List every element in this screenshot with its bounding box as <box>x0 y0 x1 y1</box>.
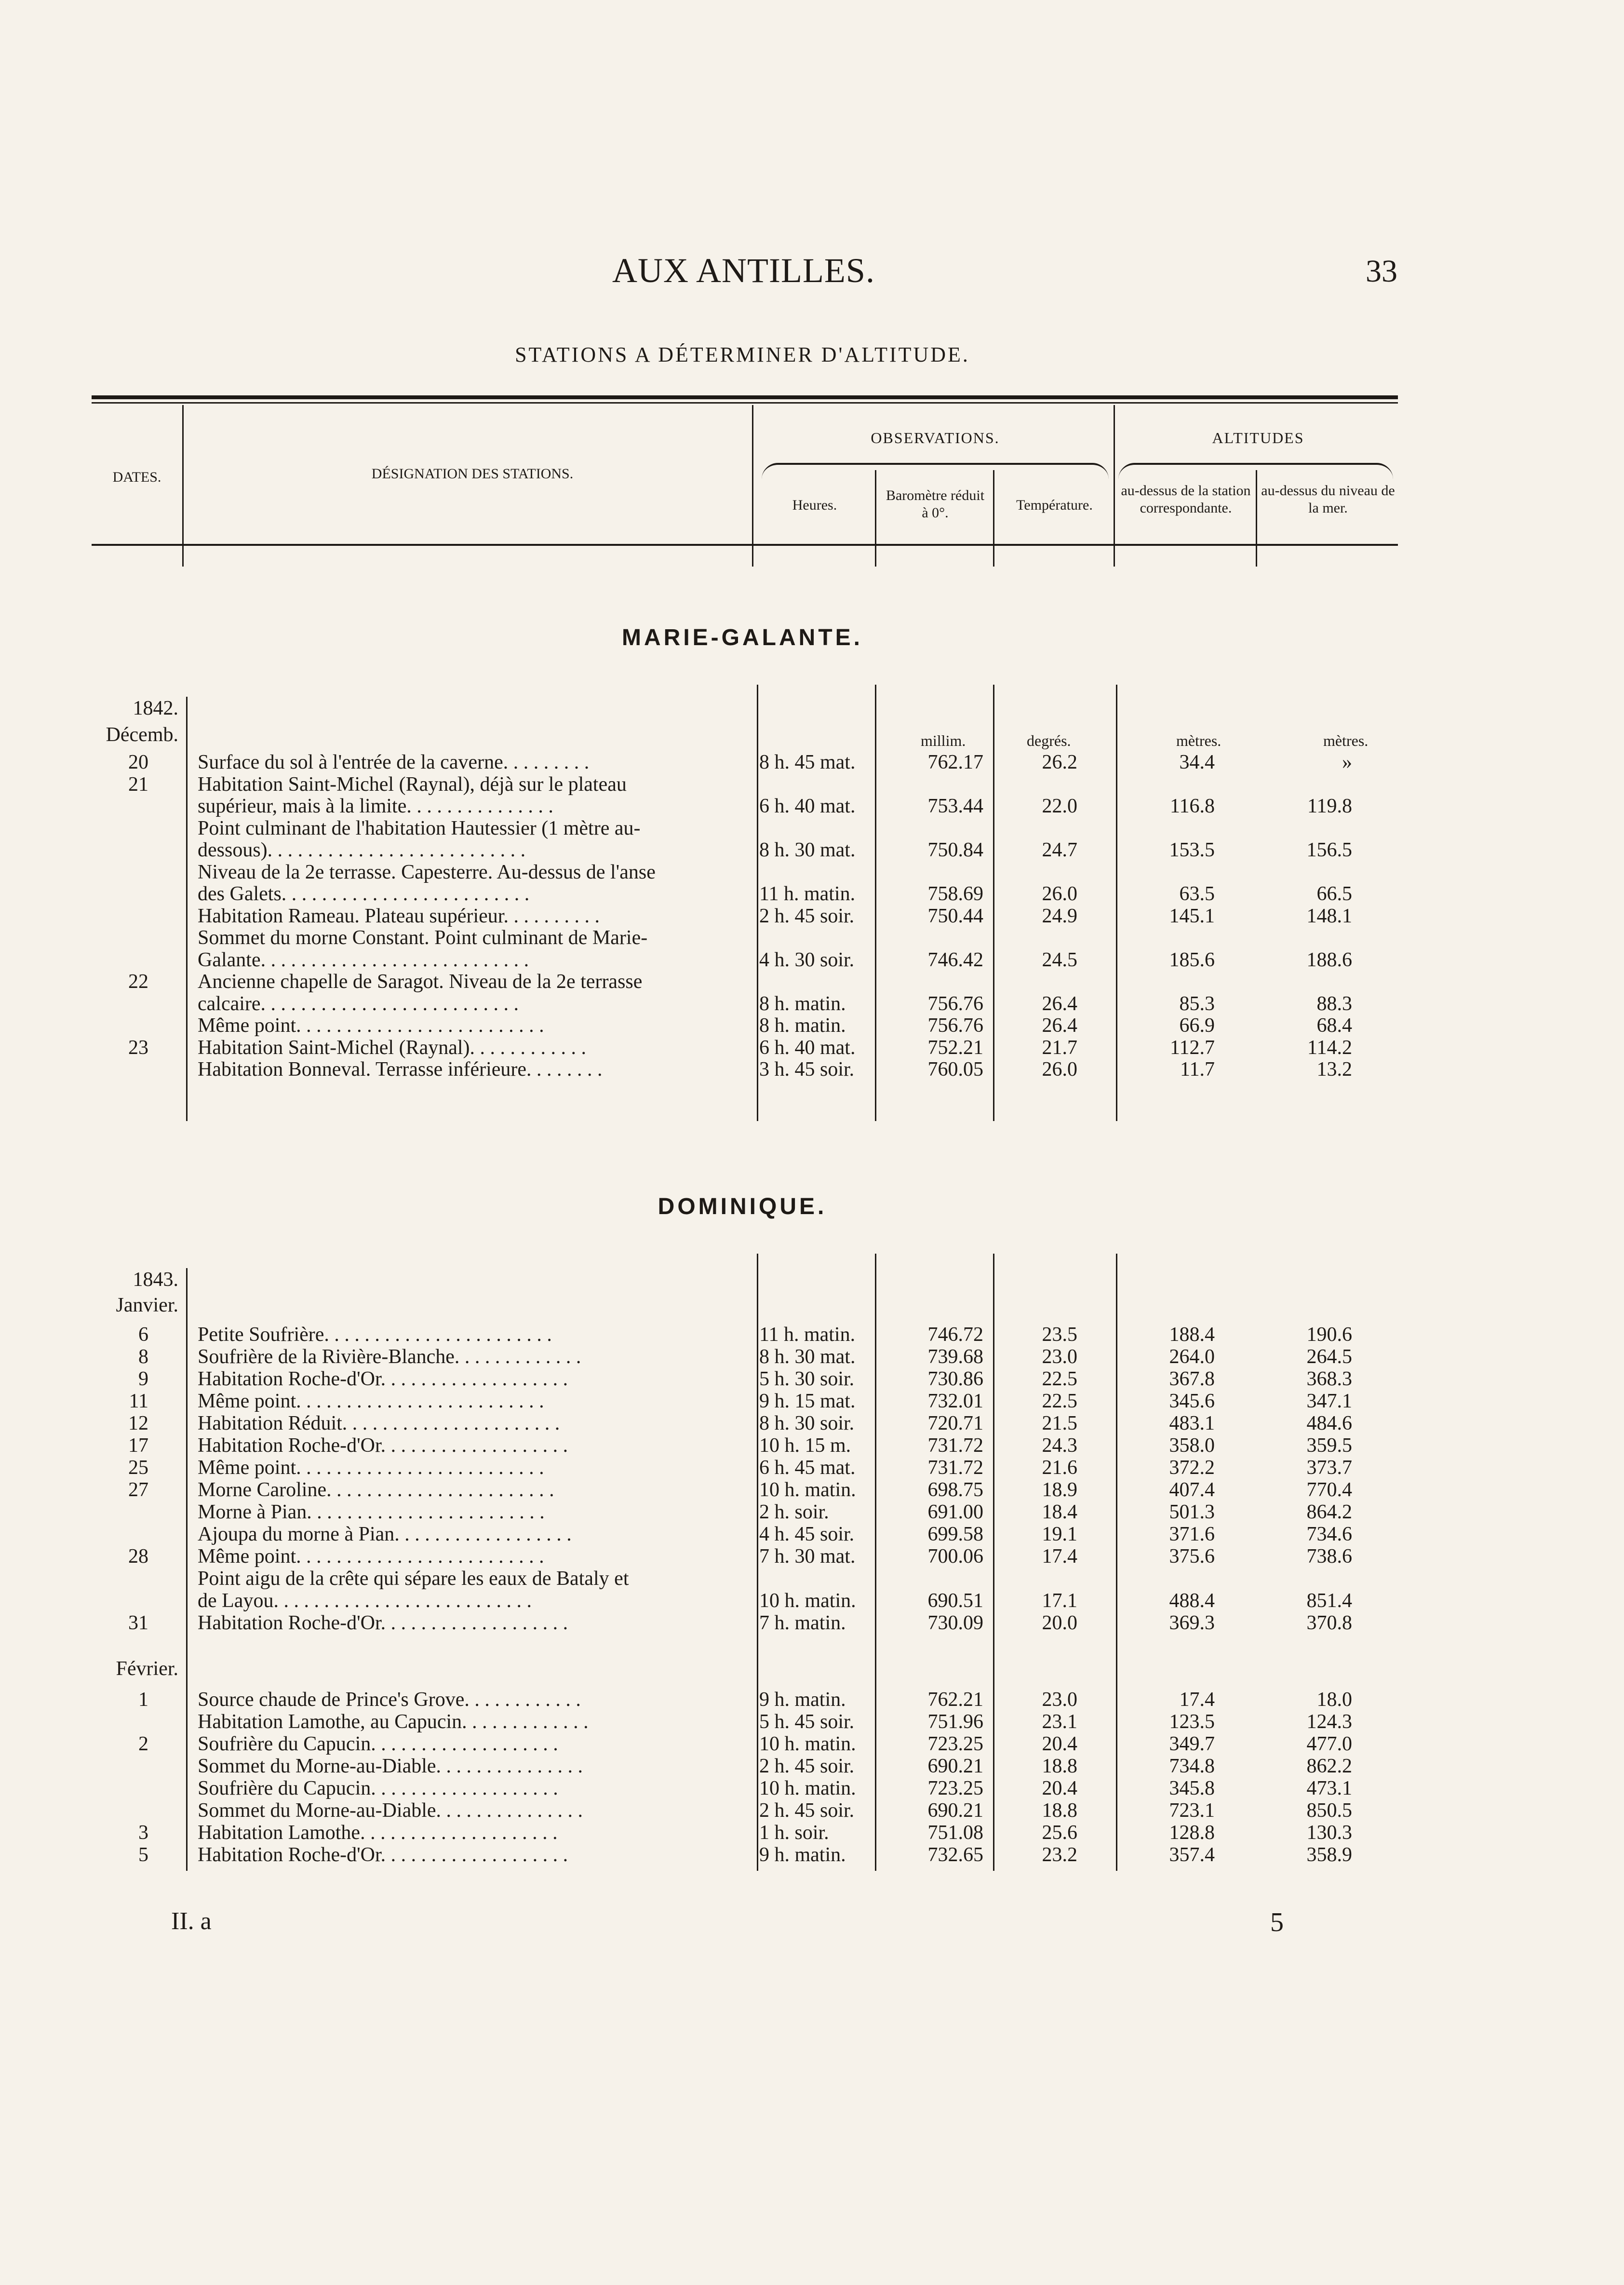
row-alt-station: 723.1 <box>1169 1799 1215 1822</box>
row-alt-mer: 114.2 <box>1307 1036 1352 1059</box>
row-alt-mer: 190.6 <box>1306 1324 1352 1346</box>
col-header-alt-station: au-dessus de la station correspondante. <box>1121 483 1251 516</box>
row-station: Surface du sol à l'entrée de la caverne. . . . . . . . . <box>198 751 590 773</box>
row-station: Habitation Roche-d'Or. . . . . . . . . . . . . . . . . . . <box>198 1844 568 1866</box>
col-sep-4 <box>993 470 994 567</box>
row-station: Sommet du Morne-au-Diable. . . . . . . . . . . . . . . <box>198 1799 583 1822</box>
row-alt-mer: 264.5 <box>1306 1346 1352 1368</box>
row-barometre: 750.44 <box>927 905 983 927</box>
row-alt-mer: 130.3 <box>1306 1822 1352 1844</box>
row-heure: 10 h. matin. <box>759 1479 856 1501</box>
row-alt-station: 66.9 <box>1179 1014 1215 1037</box>
row-station: Petite Soufrière. . . . . . . . . . . . . . . . . . . . . . . <box>198 1324 552 1346</box>
row-date: 8 <box>138 1346 148 1368</box>
row-temperature: 23.0 <box>1042 1346 1077 1368</box>
row-heure: 9 h. matin. <box>759 1689 846 1711</box>
col-header-heures: Heures. <box>792 497 837 513</box>
row-station: Habitation Saint-Michel (Raynal). . . . . . . . . . . . <box>198 1036 587 1059</box>
row-barometre: 690.51 <box>927 1590 983 1612</box>
row-barometre: 731.72 <box>927 1457 983 1479</box>
row-alt-mer: 368.3 <box>1306 1368 1352 1390</box>
row-station: Habitation Rameau. Plateau supérieur. . . . . . . . . . <box>198 905 600 927</box>
row-alt-station: 371.6 <box>1169 1523 1215 1545</box>
row-station: Morne Caroline. . . . . . . . . . . . . . . . . . . . . . . <box>198 1479 554 1501</box>
row-heure: 8 h. matin. <box>759 992 846 1015</box>
row-heure: 1 h. soir. <box>759 1822 829 1844</box>
row-station: Sommet du Morne-au-Diable. . . . . . . . . . . . . . . <box>198 1755 583 1777</box>
table-row <box>0 1479 1624 1501</box>
running-title: AUX ANTILLES. <box>612 251 875 290</box>
row-barometre: 723.25 <box>927 1777 983 1799</box>
row-date: 20 <box>128 751 148 773</box>
row-temperature: 20.4 <box>1042 1777 1077 1799</box>
unit-millim: millim. <box>921 732 966 749</box>
table-row <box>0 1733 1624 1755</box>
table-row <box>0 1014 1624 1037</box>
table-row <box>0 949 1624 971</box>
row-alt-mer: 373.7 <box>1306 1457 1352 1479</box>
row-alt-station: 345.6 <box>1169 1390 1215 1412</box>
table-row <box>0 751 1624 773</box>
row-alt-station: 116.8 <box>1170 795 1215 817</box>
row-alt-mer: 148.1 <box>1306 905 1352 927</box>
table-row <box>0 839 1624 861</box>
row-temperature: 26.0 <box>1042 1058 1077 1081</box>
row-temperature: 18.4 <box>1042 1501 1077 1523</box>
row-alt-station: 145.1 <box>1169 905 1215 927</box>
row-alt-mer: 347.1 <box>1306 1390 1352 1412</box>
col-sep-1 <box>182 405 184 567</box>
row-alt-station: 63.5 <box>1179 883 1215 905</box>
row-alt-mer: » <box>1342 751 1352 773</box>
row-date: 23 <box>128 1036 148 1059</box>
row-barometre: 732.01 <box>927 1390 983 1412</box>
table-row <box>0 773 1624 796</box>
row-station: des Galets. . . . . . . . . . . . . . . . . . . . . . . . . <box>198 883 530 905</box>
row-heure: 4 h. 30 soir. <box>759 948 855 971</box>
section-title-dominique: DOMINIQUE. <box>658 1194 827 1219</box>
row-barometre: 750.84 <box>927 839 983 861</box>
row-station: Soufrière du Capucin. . . . . . . . . . . . . . . . . . . <box>198 1777 558 1799</box>
row-alt-mer: 477.0 <box>1306 1733 1352 1755</box>
row-date: 3 <box>138 1822 148 1844</box>
observations-brace <box>762 463 1109 479</box>
row-temperature: 18.9 <box>1042 1479 1077 1501</box>
row-alt-mer: 862.2 <box>1306 1755 1352 1777</box>
row-temperature: 18.8 <box>1042 1755 1077 1777</box>
row-temperature: 26.2 <box>1042 751 1077 773</box>
row-barometre: 756.76 <box>927 1014 983 1037</box>
table-row <box>0 1568 1624 1590</box>
row-barometre: 746.42 <box>927 948 983 971</box>
sheet-number: 5 <box>1270 1907 1284 1937</box>
altitudes-brace <box>1118 463 1393 479</box>
row-heure: 11 h. matin. <box>759 883 856 905</box>
table-row <box>0 1799 1624 1822</box>
row-heure: 7 h. 30 mat. <box>759 1545 856 1568</box>
row-temperature: 21.7 <box>1042 1036 1077 1059</box>
row-station: de Layou. . . . . . . . . . . . . . . . . . . . . . . . . . <box>198 1590 532 1612</box>
row-barometre: 752.21 <box>927 1036 983 1059</box>
row-alt-mer: 119.8 <box>1307 795 1352 817</box>
row-alt-mer: 359.5 <box>1306 1434 1352 1457</box>
row-alt-mer: 484.6 <box>1306 1412 1352 1434</box>
row-heure: 8 h. 45 mat. <box>759 751 856 773</box>
row-temperature: 23.2 <box>1042 1844 1077 1866</box>
table-row <box>0 1711 1624 1733</box>
table-subtitle: STATIONS A DÉTERMINER D'ALTITUDE. <box>515 343 970 366</box>
row-alt-station: 501.3 <box>1169 1501 1215 1523</box>
row-heure: 10 h. 15 m. <box>759 1434 851 1457</box>
row-alt-mer: 738.6 <box>1306 1545 1352 1568</box>
row-alt-mer: 473.1 <box>1306 1777 1352 1799</box>
row-alt-mer: 358.9 <box>1306 1844 1352 1866</box>
row-date: 17 <box>128 1434 148 1457</box>
row-station: Morne à Pian. . . . . . . . . . . . . . . . . . . . . . . . <box>198 1501 545 1523</box>
row-temperature: 17.1 <box>1042 1590 1077 1612</box>
row-date: 5 <box>138 1844 148 1866</box>
row-alt-station: 17.4 <box>1179 1689 1215 1711</box>
row-alt-station: 112.7 <box>1170 1036 1215 1059</box>
row-temperature: 22.5 <box>1042 1368 1077 1390</box>
unit-metres-2: mètres. <box>1323 732 1369 749</box>
header-top-rule-thin <box>92 402 1398 404</box>
row-temperature: 22.5 <box>1042 1390 1077 1412</box>
col-header-barometre: Baromètre réduit à 0°. <box>886 487 985 521</box>
row-temperature: 17.4 <box>1042 1545 1077 1568</box>
table-row <box>0 905 1624 927</box>
row-barometre: 753.44 <box>927 795 983 817</box>
row-station: Même point. . . . . . . . . . . . . . . . . . . . . . . . . <box>198 1545 544 1568</box>
row-temperature: 23.1 <box>1042 1711 1077 1733</box>
row-station: Même point. . . . . . . . . . . . . . . . . . . . . . . . . <box>198 1390 544 1412</box>
row-heure: 7 h. matin. <box>759 1612 846 1634</box>
row-station: Habitation Roche-d'Or. . . . . . . . . . . . . . . . . . . <box>198 1612 568 1634</box>
row-station: Ajoupa du morne à Pian. . . . . . . . . . . . . . . . . . <box>198 1523 572 1545</box>
row-station: Soufrière de la Rivière-Blanche. . . . . . . . . . . . . <box>198 1346 581 1368</box>
table-row <box>0 1523 1624 1545</box>
row-station: Même point. . . . . . . . . . . . . . . . . . . . . . . . . <box>198 1014 544 1037</box>
row-temperature: 21.5 <box>1042 1412 1077 1434</box>
row-heure: 3 h. 45 soir. <box>759 1058 855 1081</box>
col-header-alt-mer: au-dessus du niveau de la mer. <box>1261 483 1395 516</box>
header-bottom-rule <box>92 544 1398 546</box>
row-alt-mer: 88.3 <box>1316 992 1352 1015</box>
row-station: Habitation Roche-d'Or. . . . . . . . . . . . . . . . . . . <box>198 1434 568 1457</box>
table-row <box>0 1545 1624 1568</box>
row-heure: 9 h. matin. <box>759 1844 846 1866</box>
row-barometre: 720.71 <box>927 1412 983 1434</box>
col-sep-5 <box>1114 405 1115 567</box>
table-row <box>0 861 1624 883</box>
row-alt-mer: 770.4 <box>1306 1479 1352 1501</box>
page-number: 33 <box>1366 254 1397 289</box>
table-row <box>0 1037 1624 1059</box>
col-header-dates: DATES. <box>112 469 161 485</box>
row-alt-station: 128.8 <box>1169 1822 1215 1844</box>
row-alt-mer: 124.3 <box>1306 1711 1352 1733</box>
year-label: 1842. <box>133 697 178 719</box>
row-temperature: 24.5 <box>1042 948 1077 971</box>
year-label: 1843. <box>133 1269 178 1291</box>
row-station: dessous). . . . . . . . . . . . . . . . . . . . . . . . . . <box>198 839 526 861</box>
row-alt-mer: 66.5 <box>1316 883 1352 905</box>
row-temperature: 19.1 <box>1042 1523 1077 1545</box>
row-station: Habitation Saint-Michel (Raynal), déjà sur le plateau <box>198 773 627 796</box>
row-barometre: 751.08 <box>927 1822 983 1844</box>
row-temperature: 20.4 <box>1042 1733 1077 1755</box>
row-alt-station: 483.1 <box>1169 1412 1215 1434</box>
row-station: Même point. . . . . . . . . . . . . . . . . . . . . . . . . <box>198 1457 544 1479</box>
row-date: 22 <box>128 971 148 993</box>
table-row <box>0 1390 1624 1412</box>
row-temperature: 24.7 <box>1042 839 1077 861</box>
row-station: Habitation Réduit. . . . . . . . . . . . . . . . . . . . . . <box>198 1412 560 1434</box>
row-date: 28 <box>128 1545 148 1568</box>
month-label: Décemb. <box>106 724 178 746</box>
row-barometre: 739.68 <box>927 1346 983 1368</box>
row-alt-mer: 188.6 <box>1306 948 1352 971</box>
row-station: Sommet du morne Constant. Point culminant de Marie- <box>198 927 648 949</box>
row-barometre: 730.09 <box>927 1612 983 1634</box>
row-date: 12 <box>128 1412 148 1434</box>
row-heure: 8 h. matin. <box>759 1014 846 1037</box>
row-alt-mer: 864.2 <box>1306 1501 1352 1523</box>
row-date: 27 <box>128 1479 148 1501</box>
row-alt-mer: 734.6 <box>1306 1523 1352 1545</box>
row-alt-station: 357.4 <box>1169 1844 1215 1866</box>
row-alt-mer: 850.5 <box>1306 1799 1352 1822</box>
row-heure: 6 h. 40 mat. <box>759 1036 856 1059</box>
table-row <box>0 993 1624 1015</box>
row-heure: 5 h. 30 soir. <box>759 1368 855 1390</box>
row-heure: 6 h. 45 mat. <box>759 1457 856 1479</box>
row-heure: 2 h. 45 soir. <box>759 1799 855 1822</box>
table-row <box>0 1612 1624 1634</box>
row-temperature: 18.8 <box>1042 1799 1077 1822</box>
row-station: Habitation Bonneval. Terrasse inférieure. . . . . . . . <box>198 1058 603 1081</box>
row-barometre: 700.06 <box>927 1545 983 1568</box>
row-alt-station: 369.3 <box>1169 1612 1215 1634</box>
row-alt-station: 264.0 <box>1169 1346 1215 1368</box>
row-alt-mer: 851.4 <box>1306 1590 1352 1612</box>
row-heure: 6 h. 40 mat. <box>759 795 856 817</box>
row-alt-station: 345.8 <box>1169 1777 1215 1799</box>
row-temperature: 21.6 <box>1042 1457 1077 1479</box>
signature-mark: II. a <box>171 1907 212 1935</box>
row-temperature: 20.0 <box>1042 1612 1077 1634</box>
row-alt-station: 488.4 <box>1169 1590 1215 1612</box>
table-row <box>0 1501 1624 1523</box>
row-date: 6 <box>138 1324 148 1346</box>
row-heure: 10 h. matin. <box>759 1777 856 1799</box>
month-label: Janvier. <box>116 1294 178 1316</box>
row-alt-station: 188.4 <box>1169 1324 1215 1346</box>
row-barometre: 746.72 <box>927 1324 983 1346</box>
table-row <box>0 1324 1624 1346</box>
table-row <box>0 1590 1624 1612</box>
row-heure: 2 h. 45 soir. <box>759 1755 855 1777</box>
row-temperature: 25.6 <box>1042 1822 1077 1844</box>
row-alt-station: 367.8 <box>1169 1368 1215 1390</box>
row-barometre: 723.25 <box>927 1733 983 1755</box>
row-barometre: 751.96 <box>927 1711 983 1733</box>
table-row <box>0 1368 1624 1390</box>
row-barometre: 758.69 <box>927 883 983 905</box>
row-temperature: 24.3 <box>1042 1434 1077 1457</box>
table-row <box>0 1755 1624 1777</box>
row-heure: 11 h. matin. <box>759 1324 856 1346</box>
row-heure: 2 h. soir. <box>759 1501 829 1523</box>
row-barometre: 732.65 <box>927 1844 983 1866</box>
row-alt-mer: 18.0 <box>1316 1689 1352 1711</box>
row-station: Habitation Lamothe. . . . . . . . . . . . . . . . . . . . <box>198 1822 558 1844</box>
row-station: calcaire. . . . . . . . . . . . . . . . . . . . . . . . . . <box>198 992 519 1015</box>
row-station: Point culminant de l'habitation Hautessier (1 mètre au- <box>198 817 641 839</box>
row-heure: 8 h. 30 soir. <box>759 1412 855 1434</box>
row-heure: 8 h. 30 mat. <box>759 1346 856 1368</box>
row-alt-mer: 370.8 <box>1306 1612 1352 1634</box>
table-row <box>0 1434 1624 1457</box>
row-date: 11 <box>129 1390 148 1412</box>
section-title-marie-galante: MARIE-GALANTE. <box>622 625 863 650</box>
row-heure: 10 h. matin. <box>759 1590 856 1612</box>
col-sep-6 <box>1256 470 1257 567</box>
row-date: 2 <box>138 1733 148 1755</box>
unit-degres: degrés. <box>1027 732 1071 749</box>
table-row <box>0 883 1624 905</box>
row-alt-mer: 156.5 <box>1306 839 1352 861</box>
row-temperature: 23.0 <box>1042 1689 1077 1711</box>
col-sep-3 <box>875 470 876 567</box>
row-station: Galante. . . . . . . . . . . . . . . . . . . . . . . . . . . <box>198 948 529 971</box>
row-alt-station: 185.6 <box>1169 948 1215 971</box>
row-barometre: 762.21 <box>927 1689 983 1711</box>
row-alt-station: 375.6 <box>1169 1545 1215 1568</box>
row-alt-station: 34.4 <box>1179 751 1215 773</box>
row-alt-mer: 68.4 <box>1316 1014 1352 1037</box>
row-date: 25 <box>128 1457 148 1479</box>
table-row <box>0 1058 1624 1081</box>
table-row <box>0 1457 1624 1479</box>
table-row <box>0 1346 1624 1368</box>
row-barometre: 762.17 <box>927 751 983 773</box>
row-temperature: 22.0 <box>1042 795 1077 817</box>
row-barometre: 690.21 <box>927 1799 983 1822</box>
row-station: Habitation Roche-d'Or. . . . . . . . . . . . . . . . . . . <box>198 1368 568 1390</box>
header-top-rule <box>92 395 1398 399</box>
row-alt-station: 734.8 <box>1169 1755 1215 1777</box>
unit-metres-1: mètres. <box>1176 732 1221 749</box>
row-alt-station: 349.7 <box>1169 1733 1215 1755</box>
col-header-observations: OBSERVATIONS. <box>871 429 1000 446</box>
table-row <box>0 1844 1624 1866</box>
row-station: Source chaude de Prince's Grove. . . . . . . . . . . . <box>198 1689 581 1711</box>
table-row <box>0 971 1624 993</box>
row-alt-station: 407.4 <box>1169 1479 1215 1501</box>
table-row <box>0 927 1624 949</box>
row-barometre: 731.72 <box>927 1434 983 1457</box>
table-row <box>0 1777 1624 1799</box>
row-temperature: 26.0 <box>1042 883 1077 905</box>
row-heure: 10 h. matin. <box>759 1733 856 1755</box>
row-barometre: 690.21 <box>927 1755 983 1777</box>
row-station: supérieur, mais à la limite. . . . . . . . . . . . . . . <box>198 795 553 817</box>
row-alt-station: 372.2 <box>1169 1457 1215 1479</box>
table-row <box>0 1412 1624 1434</box>
row-station: Ancienne chapelle de Saragot. Niveau de la 2e terrasse <box>198 971 643 993</box>
row-alt-station: 153.5 <box>1169 839 1215 861</box>
row-temperature: 24.9 <box>1042 905 1077 927</box>
row-barometre: 760.05 <box>927 1058 983 1081</box>
row-date: 31 <box>128 1612 148 1634</box>
table-row <box>0 795 1624 817</box>
row-alt-station: 123.5 <box>1169 1711 1215 1733</box>
row-station: Habitation Lamothe, au Capucin. . . . . . . . . . . . . <box>198 1711 589 1733</box>
row-date: 21 <box>128 773 148 796</box>
row-heure: 2 h. 45 soir. <box>759 905 855 927</box>
row-alt-station: 358.0 <box>1169 1434 1215 1457</box>
row-temperature: 26.4 <box>1042 992 1077 1015</box>
row-temperature: 26.4 <box>1042 1014 1077 1037</box>
row-alt-mer: 13.2 <box>1316 1058 1352 1081</box>
row-station: Soufrière du Capucin. . . . . . . . . . . . . . . . . . . <box>198 1733 558 1755</box>
col-header-altitudes: ALTITUDES <box>1212 429 1304 446</box>
row-station: Point aigu de la crête qui sépare les eaux de Bataly et <box>198 1568 629 1590</box>
table-row <box>0 1689 1624 1711</box>
col-header-stations: DÉSIGNATION DES STATIONS. <box>371 466 574 482</box>
month-label-2: Février. <box>116 1658 178 1680</box>
row-barometre: 756.76 <box>927 992 983 1015</box>
row-barometre: 691.00 <box>927 1501 983 1523</box>
row-date: 9 <box>138 1368 148 1390</box>
row-station: Niveau de la 2e terrasse. Capesterre. Au-dessus de l'anse <box>198 861 656 883</box>
row-barometre: 730.86 <box>927 1368 983 1390</box>
row-heure: 9 h. 15 mat. <box>759 1390 856 1412</box>
row-heure: 5 h. 45 soir. <box>759 1711 855 1733</box>
row-barometre: 699.58 <box>927 1523 983 1545</box>
row-temperature: 23.5 <box>1042 1324 1077 1346</box>
table-row <box>0 817 1624 839</box>
row-alt-station: 11.7 <box>1180 1058 1215 1081</box>
col-sep-2 <box>752 405 753 567</box>
row-alt-station: 85.3 <box>1179 992 1215 1015</box>
row-date: 1 <box>138 1689 148 1711</box>
row-heure: 4 h. 45 soir. <box>759 1523 855 1545</box>
table-row <box>0 1822 1624 1844</box>
row-barometre: 698.75 <box>927 1479 983 1501</box>
col-header-temperature: Température. <box>1016 497 1093 513</box>
row-heure: 8 h. 30 mat. <box>759 839 856 861</box>
